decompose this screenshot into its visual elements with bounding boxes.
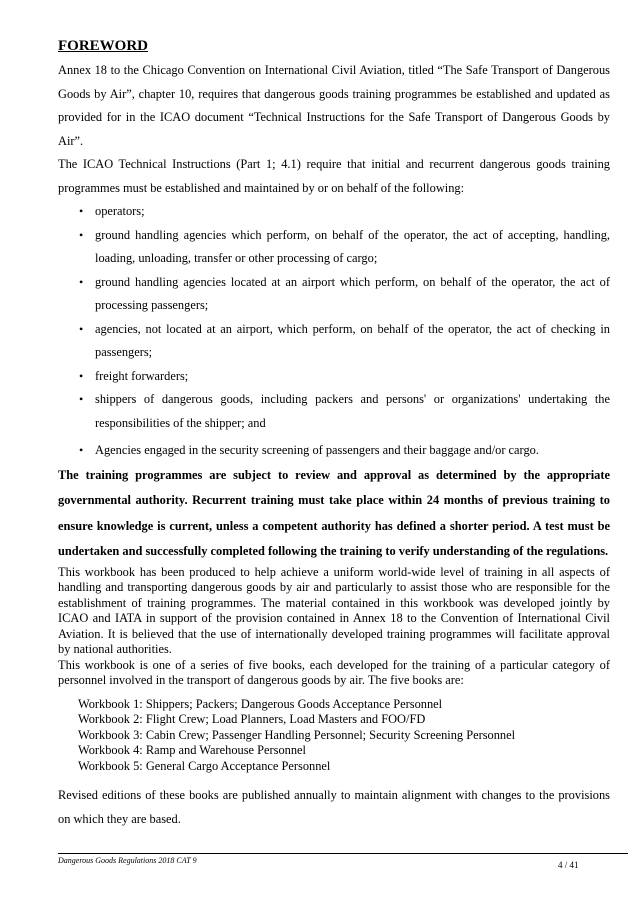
requirements-paragraph: The ICAO Technical Instructions (Part 1; 4.1) require that initial and recurrent dangerous goods training programmes must be established and maintained by or on behalf of the following: — [58, 157, 610, 195]
list-item: • Agencies engaged in the security screening of passengers and their baggage and/or cargo. — [58, 439, 610, 463]
bullet-icon: • — [79, 368, 84, 383]
list-item: • freight forwarders; — [58, 365, 610, 389]
list-item: • operators; — [58, 200, 610, 224]
training-scope-list — [58, 200, 610, 463]
intro-paragraph: Annex 18 to the Chicago Convention on International Civil Aviation, titled “The Safe Transport of Dangerous Goods by Air”, chapter 10, requires that dangerous goods training programmes be established and updated as provided for in the ICAO document “Technical Instructions for the Safe Transport of Dangerous Goods by Air”. — [58, 63, 610, 148]
list-item: • agencies, not located at an airport, which perform, on behalf of the operator, the act of checking in passengers; — [58, 318, 610, 365]
bullet-icon: • — [79, 227, 84, 242]
workbook-list — [78, 697, 610, 775]
workbook-series-paragraph: This workbook is one of a series of five books, each developed for the training of a particular category of personnel involved in the transport of dangerous goods by air. The five books are: — [58, 657, 610, 687]
workbook-item: Workbook 1: Shippers; Packers; Dangerous Goods Acceptance Personnel — [78, 696, 443, 711]
workbook-purpose-paragraph: This workbook has been produced to help achieve a uniform world-wide level of training in all aspects of handling and transporting dangerous goods by air and particularly to assist those who are responsible for the establishment of training programmes. The material contained in this workbook was developed jointly by ICAO and IATA in support of the provision contained in Annex 18 to the Convention of International Civil Aviation. It is believed that the use of internationally developed training programmes will facilitate approval by national authorities. — [58, 564, 610, 656]
list-item: • ground handling agencies which perform, on behalf of the operator, the act of accepting, handling, loading, unloading, transfer or other processing of cargo; — [58, 224, 610, 271]
workbook-item: Workbook 3: Cabin Crew; Passenger Handling Personnel; Security Screening Personnel — [78, 727, 516, 742]
page-number: 4 / 41 — [558, 860, 579, 870]
workbook-item: Workbook 5: General Cargo Acceptance Personnel — [78, 758, 331, 773]
page-title: FOREWORD — [58, 38, 148, 54]
revision-paragraph: Revised editions of these books are published annually to maintain alignment with changes to the provisions on which they are based. — [58, 788, 610, 826]
list-item: • shippers of dangerous goods, including packers and persons' or organizations' undertaking the responsibilities of the shipper; and — [58, 388, 610, 435]
workbook-item: Workbook 2: Flight Crew; Load Planners, Load Masters and FOO/FD — [78, 712, 426, 726]
workbook-item: Workbook 4: Ramp and Warehouse Personnel — [78, 743, 306, 757]
bullet-icon: • — [79, 274, 84, 289]
bullet-icon: • — [79, 321, 84, 336]
bullet-icon: • — [79, 392, 84, 406]
bullet-icon: • — [79, 204, 84, 218]
list-item: • ground handling agencies located at an airport which perform, on behalf of the operator, the act of processing passengers; — [58, 271, 610, 318]
document-page — [58, 37, 610, 831]
approval-paragraph: The training programmes are subject to review and approval as determined by the appropriate governmental authority. Recurrent training must take place within 24 months of previous training to ensure knowledge is current, unless a competent authority has defined a shorter period. A test must be undertaken and successfully completed following the training to verify understanding of the regulations. — [58, 467, 610, 558]
page-footer — [58, 853, 628, 870]
bullet-icon: • — [79, 443, 84, 457]
footer-document-title: Dangerous Goods Regulations 2018 CAT 9 — [58, 856, 197, 865]
